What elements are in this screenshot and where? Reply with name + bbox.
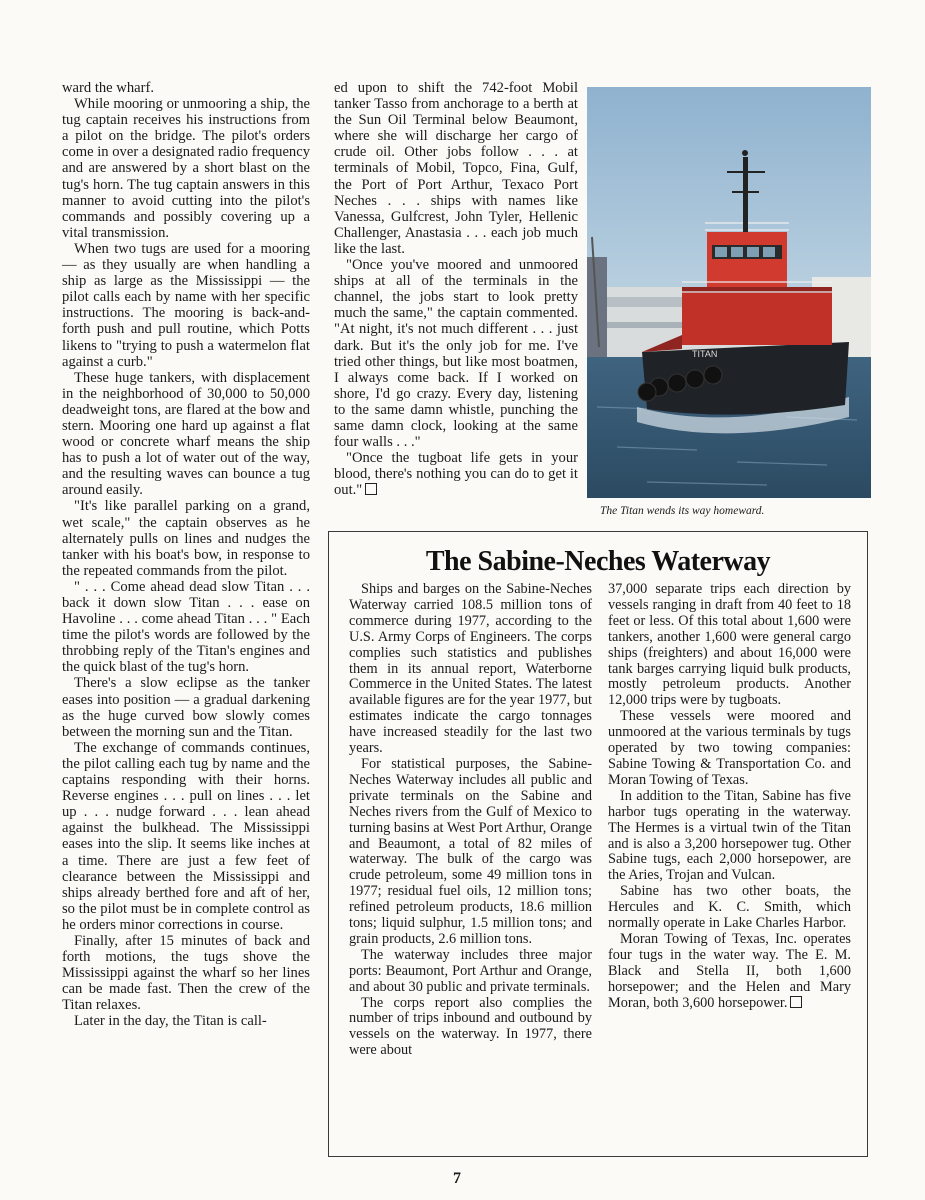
paragraph: The corps report also complies the number of trips inbound and outbound by vessels on the waterway. In 1977, there were about — [349, 994, 592, 1059]
tugboat-photo — [587, 87, 871, 498]
article-column-1 — [62, 80, 310, 1030]
paragraph — [334, 450, 578, 498]
paragraph: While mooring or unmooring a ship, the tug captain receives his instructions from a pilot on the bridge. The pilot's orders come in over a designated radio frequency and are answered by a short blast on the tug's horn. The tug captain answers in this manner to avoid cutting into the pilot's commands and possibly covering up a vital transmission. — [62, 96, 310, 241]
end-mark-icon — [365, 483, 377, 495]
paragraph: In addition to the Titan, Sabine has five harbor tugs operating in the waterway. The Hermes is a virtual twin of the Titan and is also a 3,200 horsepower tug. Other Sabine tugs, each 2,000 horsepower, are the Aries, Trojan and Vulcan. — [608, 787, 851, 884]
photo-caption: The Titan wends its way homeward. — [600, 505, 765, 517]
paragraph-text: Moran Towing of Texas, Inc. operates four tugs in the water way. The E. M. Black and Stella II, both 1,600 horsepower; and the Helen and Mary Moran, both 3,600 horsepower. — [608, 930, 851, 1011]
paragraph: ward the wharf. — [62, 80, 154, 96]
article-column-2 — [334, 80, 578, 498]
sidebar-box — [328, 531, 868, 1157]
paragraph: Finally, after 15 minutes of back and forth motions, the tugs shove the Mississippi against the wharf so her lines can be made fast. Then the crew of the Titan relaxes. — [62, 932, 310, 1014]
end-mark-icon — [790, 996, 802, 1008]
paragraph: Later in the day, the Titan is call- — [74, 1013, 267, 1030]
paragraph: Ships and barges on the Sabine-Neches Waterway carried 108.5 million tons of commerce during 1977, according to the U.S. Army Corps of Engineers. The corps complies such statistics and publishes them in its annual report, Waterborne Commerce in the United States. The latest available figures are for the year 1977, but estimates indicate the cargo tonnages have increased steadily for the last two years. — [349, 581, 592, 757]
paragraph: "It's like parallel parking on a grand, wet scale," the captain observes as he alternately pulls on lines and nudges the tanker with his boat's bow, in response to the repeated commands from the pilot. — [62, 498, 310, 579]
paragraph: 37,000 separate trips each direction by vessels ranging in draft from 40 feet to 18 feet or less. Of this total about 1,600 were tankers, another 1,600 were general cargo ships (freighters) and about 16,000 were tank barges carrying liquid bulk products, mostly petroleum products. Another 12,000 trips were by tugboats. — [608, 581, 851, 709]
paragraph: ed upon to shift the 742-foot Mobil tanker Tasso from anchorage to a berth at the Sun Oil Terminal below Beaumont, where she will discharge her cargo of crude oil. Other jobs follow . . . at terminals of Mobil, Topco, Fina, Gulf, the Port of Port Arthur, Texaco Port Neches . . . ships with names like Vanessa, Gulfcrest, John Tyler, Hellenic Challenger, Anastasia . . . each job much like the last. — [334, 80, 578, 257]
sidebar-column-left — [349, 582, 592, 1059]
paragraph: "Once you've moored and unmoored ships at all of the terminals in the channel, the jobs start to look pretty much the same," the captain commented. "At night, it's not much different . . . just dark. But it's the only job for me. I've tried other things, but like most boatmen, I always come back. If I worked on shore, I'd go crazy. Every day, listening to the same damn whistle, punching the same damn clock, looking at the same four walls . . ." — [334, 257, 578, 451]
paragraph-text: "Once the tugboat life gets in your blood, there's nothing you can do to get it out." — [334, 450, 578, 499]
sidebar-column-right — [608, 582, 851, 1011]
paragraph: " . . . Come ahead dead slow Titan . . . back it down slow Titan . . . ease on Havoline . . . come ahead Titan . . . " Each time the pilot's words are followed by the throbbing reply of the Titan's engines and the quick blast of the tug's horn. — [62, 578, 310, 676]
paragraph: The exchange of commands continues, the pilot calling each tug by name and the captains responding with their horns. Reverse engines . . . pull on lines . . . let up . . . nudge forward . . . lean ahead against the bulkhead. The Mississippi eases into the slip. It seems like inches at a time. There are just a few feet of clearance between the Mississippi and ships already berthed fore and aft of her, so the pilot must be in complete control as he orders minor corrections in course. — [62, 739, 310, 933]
sidebar-title: The Sabine-Neches Waterway — [425, 546, 771, 577]
hull-name-label: TITAN — [692, 349, 718, 359]
page-number: 7 — [453, 1170, 461, 1187]
paragraph: The waterway includes three major ports: Beaumont, Port Arthur and Orange, and about 30 public and private terminals. — [349, 946, 592, 995]
paragraph — [608, 932, 851, 1012]
paragraph: For statistical purposes, the Sabine-Neches Waterway includes all public and private terminals on the Sabine and Neches rivers from the Gulf of Mexico to turning basins at West Port Arthur, Orange and Beaumont, a total of 82 miles of waterway. The bulk of the cargo was crude petroleum, some 49 million tons in 1977; residual fuel oils, 12 million tons; refined petroleum products, 18.6 million tons; liquid sulphur, 1.5 million tons; and grain products, 2.6 million tons. — [349, 755, 593, 947]
paragraph: There's a slow eclipse as the tanker eases into position — a gradual darkening as the huge curved bow slowly comes between the morning sun and the Titan. — [62, 675, 310, 740]
paragraph: Sabine has two other boats, the Hercules and K. C. Smith, which normally operate in Lake Charles Harbor. — [608, 883, 851, 932]
tugboat-illustration — [587, 87, 871, 498]
paragraph: These vessels were moored and unmoored at the various terminals by tugs operated by two towing companies: Sabine Towing & Transportation Co. and Moran Towing of Texas. — [608, 708, 851, 788]
paragraph: These huge tankers, with displacement in the neighborhood of 30,000 to 50,000 deadweight tons, are flared at the bow and stern. Mooring one hard up against a flat wood or concrete wharf means the ship has to push a lot of water out of the way, and the resulting waves can bounce a tug around easily. — [62, 369, 310, 499]
paragraph: When two tugs are used for a mooring — as they usually are when handling a ship as large as the Mississippi — the pilot calls each by name with her specific instructions. The mooring is back-and-forth push and pull routine, which Potts likens to "trying to push a watermelon flat against a curb." — [62, 240, 310, 370]
